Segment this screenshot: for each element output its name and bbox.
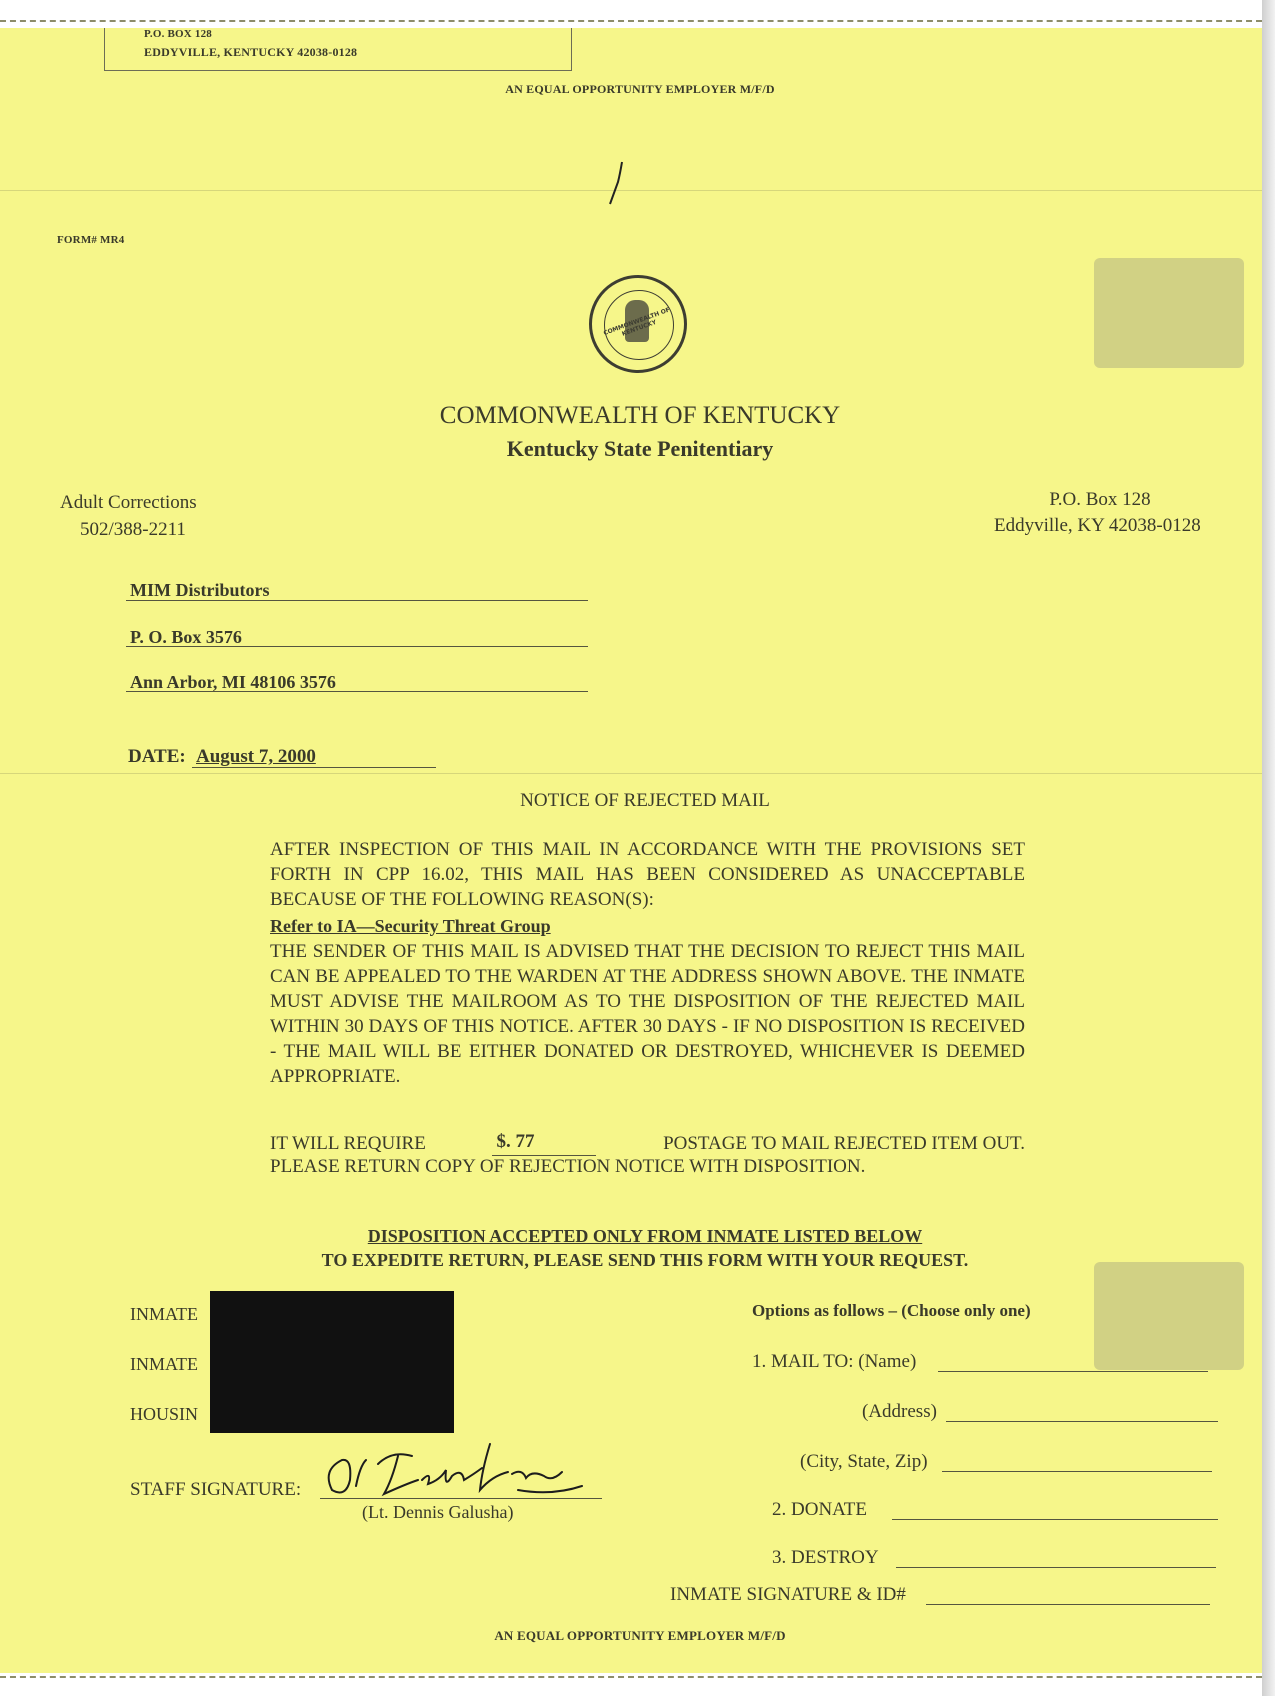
field-underline: [192, 767, 436, 768]
postage-amount: $. 77: [492, 1131, 596, 1156]
dept-name: Adult Corrections: [60, 492, 197, 513]
date-value: August 7, 2000: [196, 746, 316, 767]
recipient-address: P. O. Box 3576: [130, 627, 242, 647]
option-mail-to: 1. MAIL TO: (Name): [752, 1351, 917, 1372]
option-address: (Address): [862, 1401, 937, 1422]
notice-title: NOTICE OF REJECTED MAIL: [520, 790, 770, 811]
stub-line1: P.O. BOX 128: [144, 28, 213, 40]
date-label: DATE:: [128, 746, 186, 767]
recipient-city: Ann Arbor, MI 48106 3576: [130, 672, 336, 692]
destroy-line[interactable]: [896, 1567, 1216, 1568]
scan-edge: [1262, 0, 1275, 1696]
fold-line: [0, 773, 1262, 774]
option-destroy: 3. DESTROY: [772, 1547, 879, 1568]
recipient-name: MIM Distributors: [130, 580, 270, 600]
dept-phone: 502/388-2211: [80, 519, 186, 540]
inmate-field-label: INMATE: [130, 1304, 198, 1324]
pen-mark-icon: [600, 158, 630, 208]
inmate-signature-label: INMATE SIGNATURE & ID#: [670, 1584, 906, 1605]
inmate-field-label: INMATE: [130, 1354, 198, 1374]
field-underline: [126, 600, 588, 601]
staff-name: (Lt. Dennis Galusha): [362, 1502, 514, 1522]
disposition-subheading: TO EXPEDITE RETURN, PLEASE SEND THIS FORM WITH YOUR REQUEST.: [321, 1250, 969, 1270]
postage-line2: PLEASE RETURN COPY OF REJECTION NOTICE WITH DISPOSITION.: [270, 1156, 866, 1177]
top-eoe: AN EQUAL OPPORTUNITY EMPLOYER M/F/D: [505, 82, 775, 96]
mail-to-address-line[interactable]: [946, 1421, 1218, 1422]
kentucky-state-seal-icon: [589, 275, 687, 373]
staff-handwritten-signature-icon: [322, 1440, 592, 1506]
scan-smudge: [1094, 1262, 1244, 1370]
donate-line[interactable]: [892, 1519, 1218, 1520]
letterhead-subtitle: Kentucky State Penitentiary: [506, 436, 774, 461]
letterhead-title: COMMONWEALTH OF KENTUCKY: [439, 402, 841, 429]
footer-eoe: AN EQUAL OPPORTUNITY EMPLOYER M/F/D: [494, 1628, 786, 1643]
postage-suffix: POSTAGE TO MAIL REJECTED ITEM OUT.: [663, 1133, 1025, 1154]
housing-field-label: HOUSIN: [130, 1404, 199, 1424]
form-number: FORM# MR4: [57, 234, 125, 246]
postage-prefix: IT WILL REQUIRE: [270, 1133, 426, 1154]
disposition-heading: DISPOSITION ACCEPTED ONLY FROM INMATE LISTED BELOW: [367, 1226, 923, 1246]
inmate-signature-line[interactable]: [926, 1604, 1210, 1605]
perforation-top: [0, 20, 1262, 22]
field-underline: [126, 691, 588, 692]
mail-to-city-line[interactable]: [942, 1471, 1212, 1472]
notice-intro: AFTER INSPECTION OF THIS MAIL IN ACCORDANCE WITH THE PROVISIONS SET FORTH IN CPP 16.02, THIS MAIL HAS BEEN CONSIDERED AS UNACCEPTABLE BECAUSE OF THE FOLLOWING REASON(S):: [270, 839, 1025, 910]
stub-line2: EDDYVILLE, KENTUCKY 42038-0128: [144, 45, 358, 59]
address-line1: P.O. Box 128: [1049, 489, 1151, 510]
postage-line: [270, 1131, 1025, 1156]
redaction-block: [210, 1291, 454, 1433]
mail-to-name-line[interactable]: [938, 1371, 1208, 1372]
address-line2: Eddyville, KY 42038-0128: [994, 515, 1201, 536]
staff-signature-label: STAFF SIGNATURE:: [130, 1479, 302, 1500]
rejection-reason: Refer to IA—Security Threat Group: [270, 916, 551, 936]
fold-line: [0, 190, 1262, 191]
perforation-bottom: [0, 1676, 1262, 1678]
seal-text: COMMONWEALTH OF KENTUCKY: [602, 306, 671, 338]
notice-body: THE SENDER OF THIS MAIL IS ADVISED THAT THE DECISION TO REJECT THIS MAIL CAN BE APPEALED TO THE WARDEN AT THE ADDRESS SHOWN ABOVE. THE INMATE MUST ADVISE THE MAILROOM AS TO THE DISPOSITION OF THE REJECTED MAIL WITHIN 30 DAYS OF THIS NOTICE. AFTER 30 DAYS - IF NO DISPOSITION IS RECEIVED - THE MAIL WILL BE EITHER DONATED OR DESTROYED, WHICHEVER IS DEEMED APPROPRIATE.: [270, 941, 1025, 1087]
field-underline: [126, 646, 588, 647]
option-donate: 2. DONATE: [772, 1499, 867, 1520]
scan-smudge: [1094, 258, 1244, 368]
option-city-state-zip: (City, State, Zip): [800, 1451, 928, 1472]
options-heading: Options as follows – (Choose only one): [752, 1301, 1031, 1320]
